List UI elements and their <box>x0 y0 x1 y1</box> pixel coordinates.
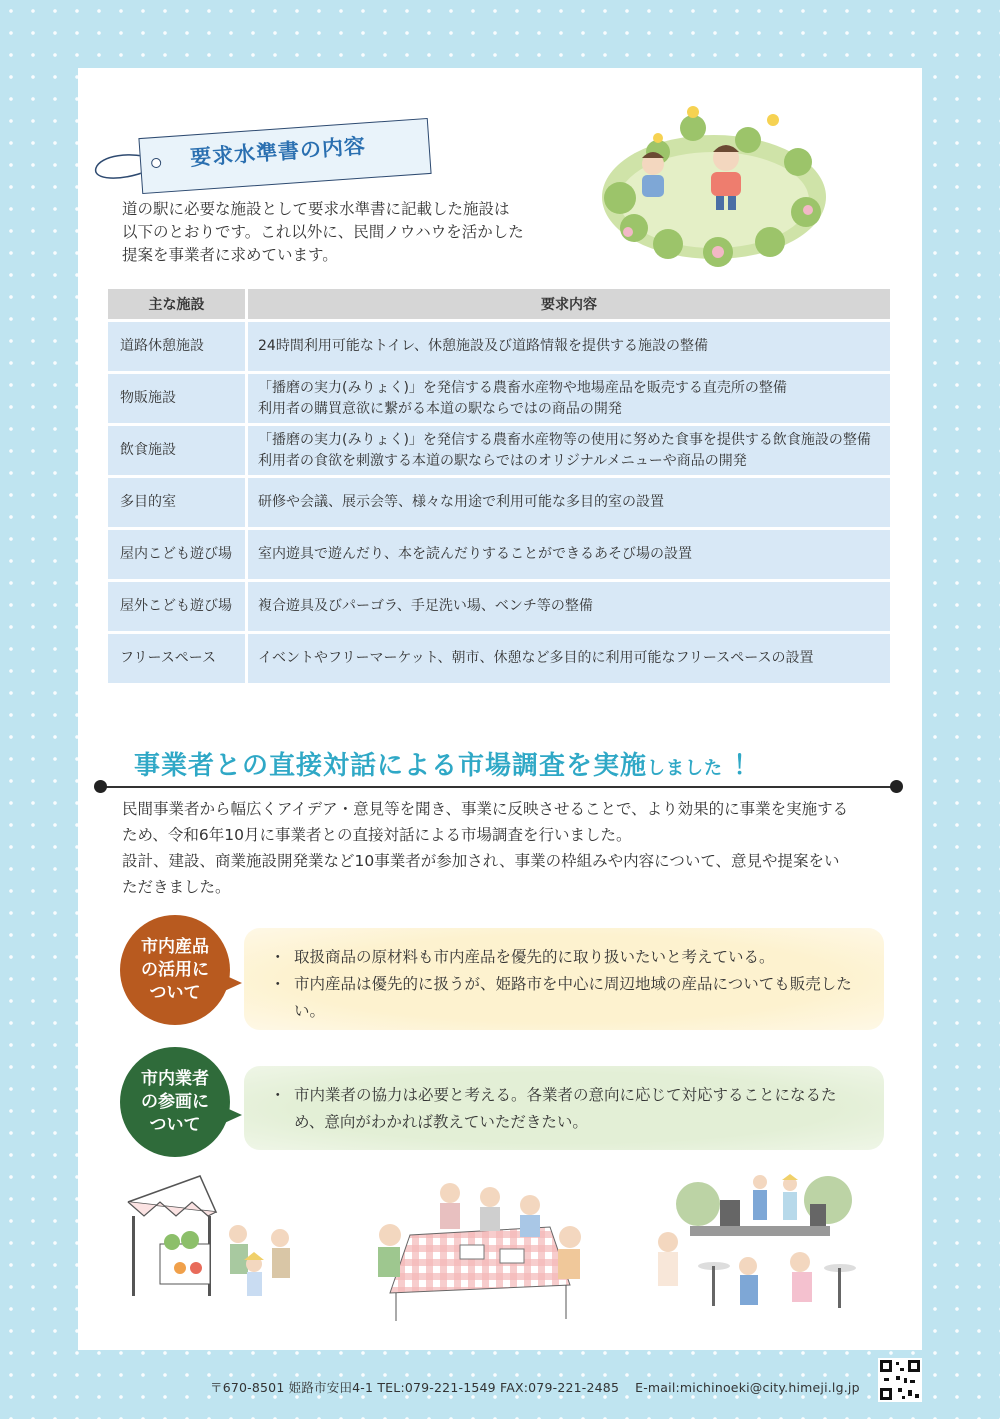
footer-email[interactable]: E-mail:michinoeki@city.himeji.lg.jp <box>635 1380 860 1395</box>
facility-cell: フリースペース <box>108 634 248 683</box>
topic1-note <box>244 928 884 1030</box>
requirement-cell: イベントやフリーマーケット、朝市、休憩など多目的に利用可能なフリースペースの設置 <box>248 634 890 683</box>
table-row <box>108 426 890 475</box>
title-rule <box>100 786 896 788</box>
concert-stage-illustration <box>650 1170 868 1318</box>
bubble-tail <box>220 973 242 993</box>
requirement-cell: 室内遊具で遊んだり、本を読んだりすることができるあそび場の設置 <box>248 530 890 579</box>
topic2-note <box>244 1066 884 1150</box>
meeting-table-illustration <box>370 1175 585 1323</box>
table-row <box>108 530 890 579</box>
table-row <box>108 322 890 371</box>
body-line: ため、令和6年10月に事業者との直接対話による市場調査を行いました。 <box>122 826 632 844</box>
section1-heading: 要求水準書の内容 <box>189 133 367 171</box>
intro-line: 道の駅に必要な施設として要求水準書に記載した施設は <box>122 200 510 218</box>
facility-cell: 物販施設 <box>108 374 248 423</box>
facility-cell: 多目的室 <box>108 478 248 527</box>
rule-dot-left <box>94 780 107 793</box>
topic1-label: 市内産品 の活用に ついて <box>141 936 209 1003</box>
section2-body <box>122 796 882 900</box>
header-facility: 主な施設 <box>108 289 248 319</box>
table-header-row <box>108 289 890 319</box>
qr-code-icon[interactable] <box>878 1358 922 1402</box>
facility-cell: 屋外こども遊び場 <box>108 582 248 631</box>
requirement-cell: 研修や会議、展示会等、様々な用途で利用可能な多目的室の設置 <box>248 478 890 527</box>
children-garden-illustration <box>598 102 830 270</box>
intro-line: 以下のとおりです。これ以外に、民間ノウハウを活かした <box>122 223 524 241</box>
table-row <box>108 478 890 527</box>
section2-title-main: 事業者との直接対話による市場調査を実施 <box>134 751 648 781</box>
section2-title <box>134 745 760 782</box>
topic1-bubble <box>120 915 230 1025</box>
topic2-label: 市内業者 の参画に ついて <box>141 1068 209 1135</box>
facilities-table <box>108 286 890 686</box>
intro-line: 提案を事業者に求めています。 <box>122 246 338 264</box>
requirement-cell: 「播磨の実力(みりょく)」を発信する農畜水産物や地場産品を販売する直売所の整備 利用者の購買意欲に繋がる本道の駅ならではの商品の開発 <box>248 374 890 423</box>
facility-cell: 道路休憩施設 <box>108 322 248 371</box>
topic2-bubble <box>120 1047 230 1157</box>
footer-contact <box>210 1378 860 1396</box>
table-row <box>108 582 890 631</box>
requirement-cell: 「播磨の実力(みりょく)」を発信する農畜水産物等の使用に努めた食事を提供する飲食施設の整備 利用者の食欲を刺激する本道の駅ならではのオリジナルメニューや商品の開発 <box>248 426 890 475</box>
body-line: ただきました。 <box>122 878 231 896</box>
section2-title-small: しました <box>647 758 724 779</box>
facility-cell: 飲食施設 <box>108 426 248 475</box>
rule-dot-right <box>890 780 903 793</box>
topic1-point: ・ 市内産品は優先的に扱うが、姫路市を中心に周辺地域の産品についても販売したい。 <box>274 971 864 1025</box>
body-line: 設計、建設、商業施設開発業など10事業者が参加され、事業の枠組みや内容について、意見や提案をい <box>122 852 840 870</box>
market-stall-illustration <box>120 1172 298 1307</box>
header-requirement: 要求内容 <box>248 289 890 319</box>
body-line: 民間事業者から幅広くアイデア・意見等を聞き、事業に反映させることで、より効果的に事業を実施する <box>122 800 849 818</box>
section1-intro <box>122 198 552 267</box>
topic2-point: ・ 市内業者の協力は必要と考える。各業者の意向に応じて対応することになるため、意向がわかれば教えていただきたい。 <box>274 1082 864 1136</box>
requirement-cell: 24時間利用可能なトイレ、休憩施設及び道路情報を提供する施設の整備 <box>248 322 890 371</box>
bubble-tail <box>220 1105 242 1125</box>
table-row <box>108 634 890 683</box>
requirement-cell: 複合遊具及びパーゴラ、手足洗い場、ベンチ等の整備 <box>248 582 890 631</box>
table-row <box>108 374 890 423</box>
footer-address: 〒670-8501 姫路市安田4-1 TEL:079-221-1549 FAX:079-221-2485 <box>210 1380 620 1395</box>
section2-title-bang: ！ <box>733 751 761 781</box>
facility-cell: 屋内こども遊び場 <box>108 530 248 579</box>
topic1-point: ・ 取扱商品の原材料も市内産品を優先的に取り扱いたいと考えている。 <box>274 944 864 971</box>
